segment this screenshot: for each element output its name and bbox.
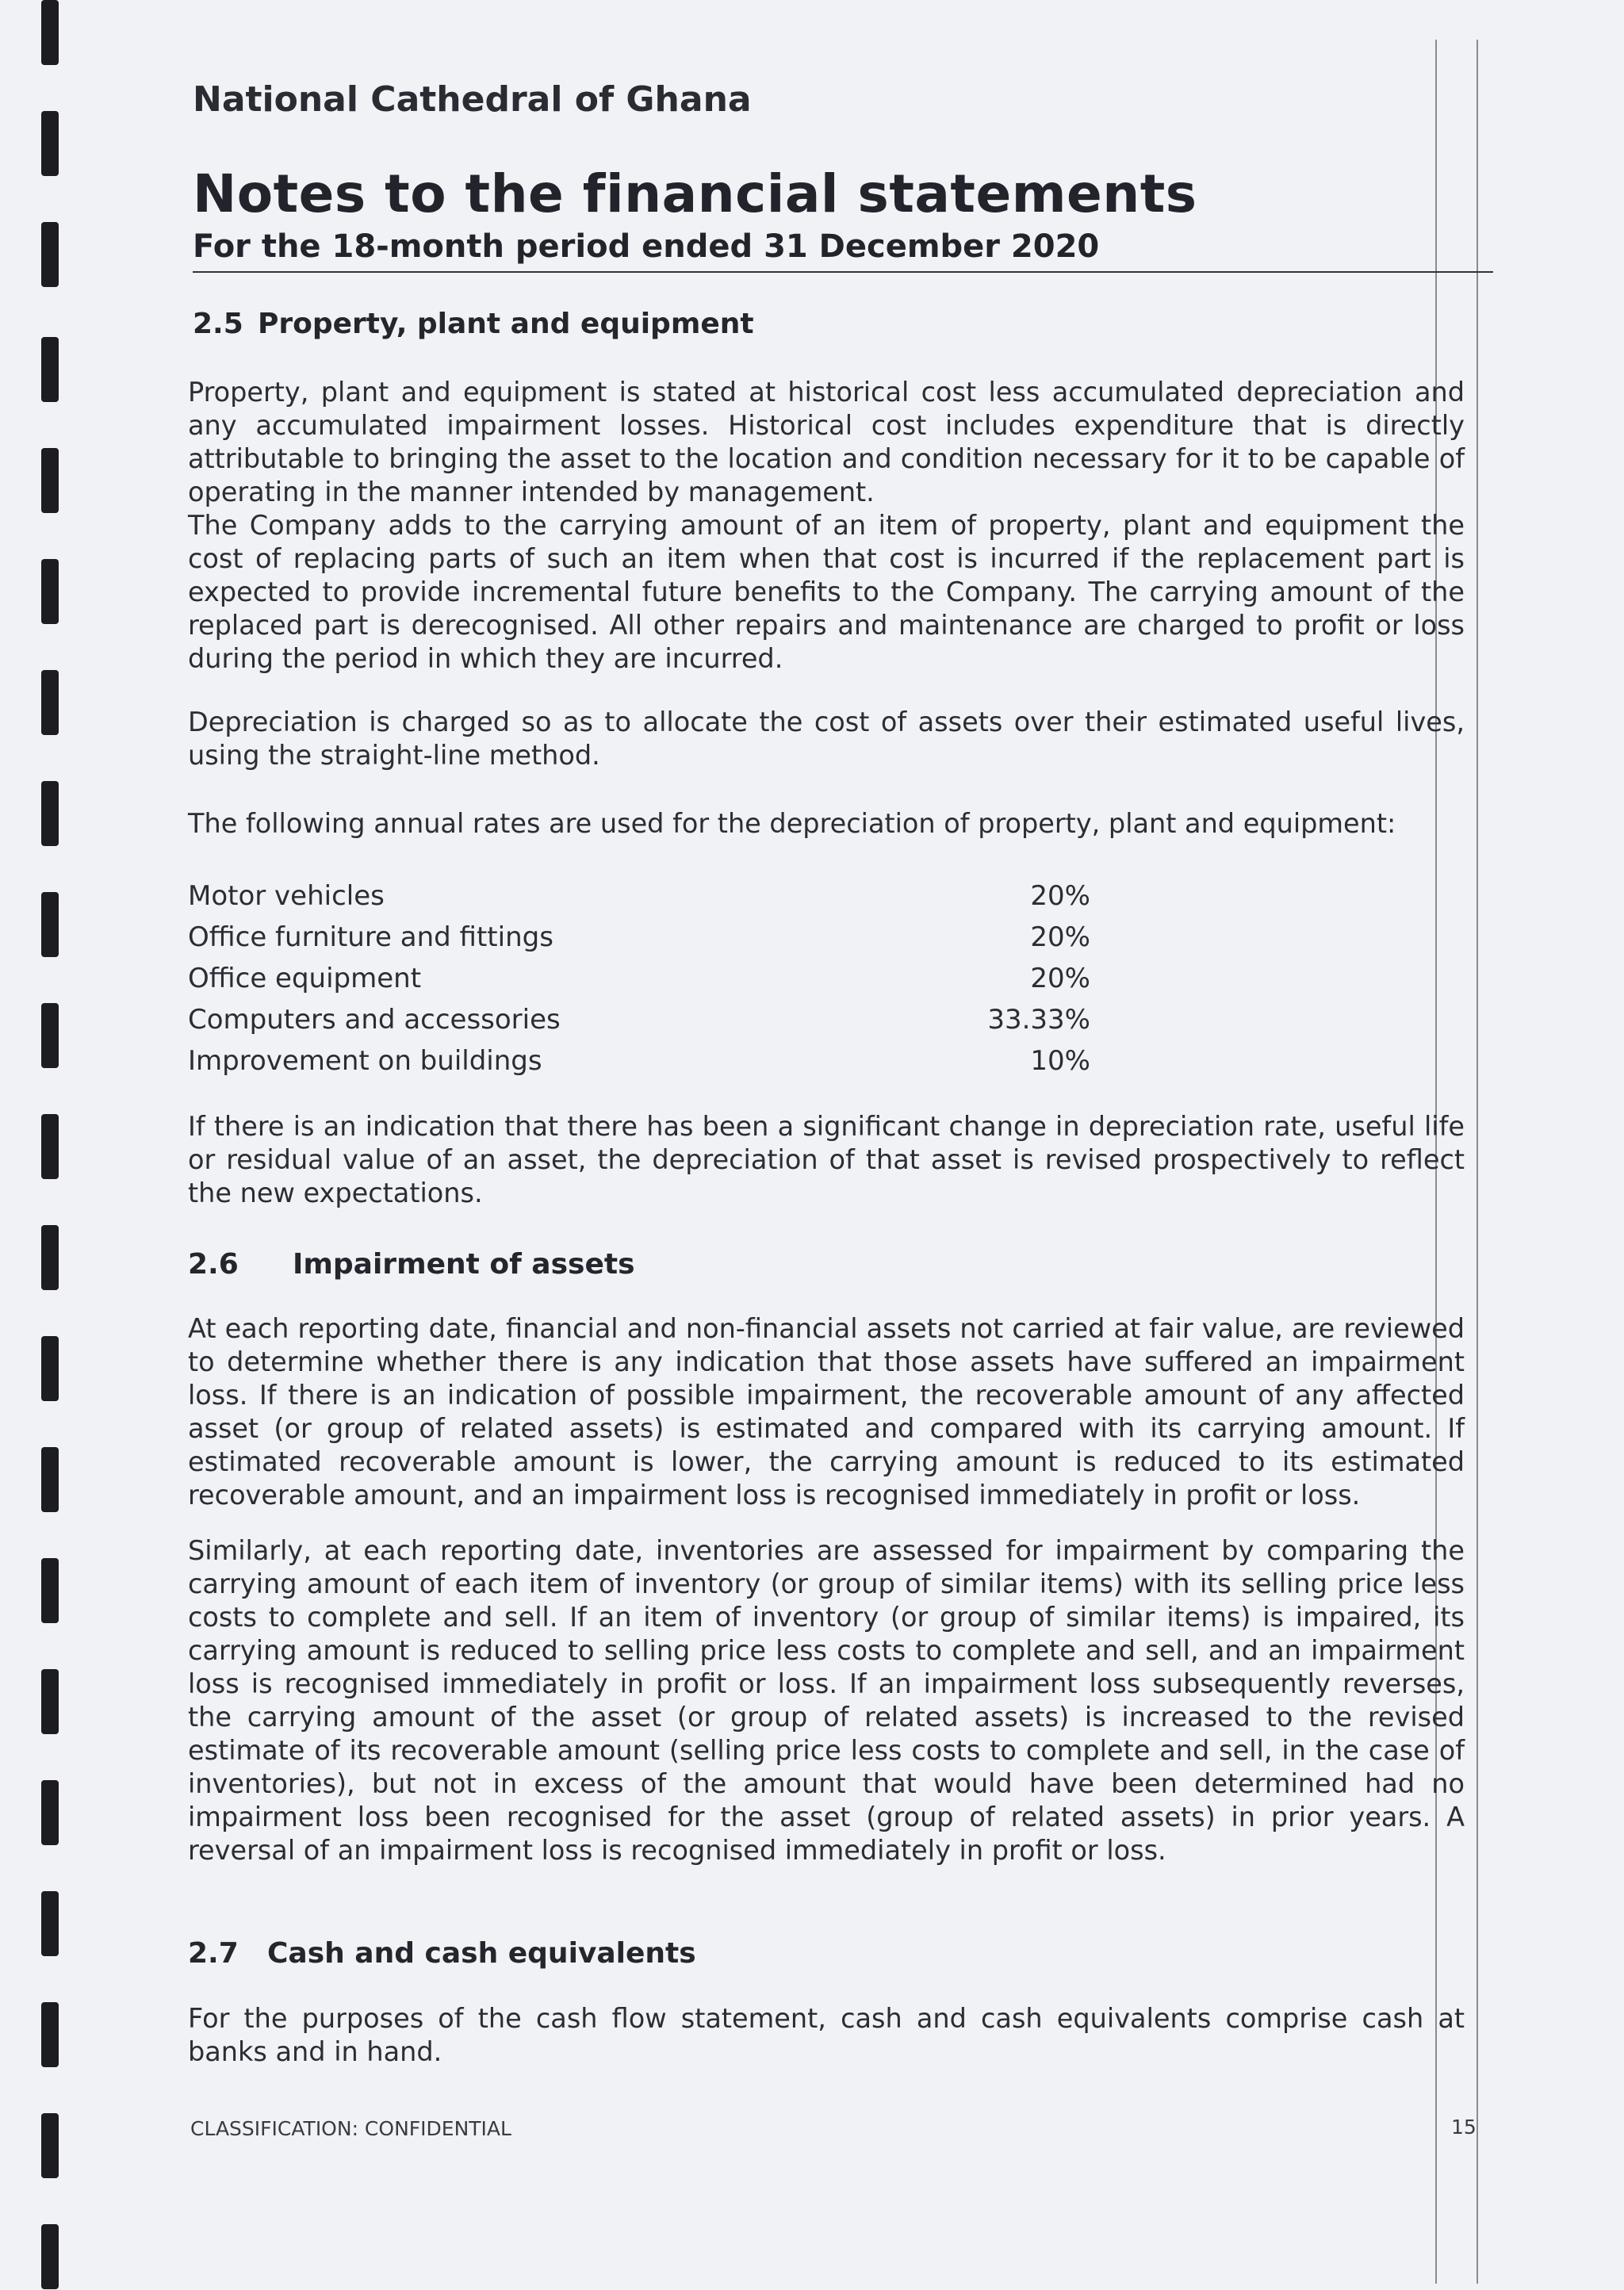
binding-hole	[41, 2113, 59, 2178]
binding-hole	[41, 1780, 59, 1845]
binding-hole	[41, 222, 59, 287]
depreciation-revision-text: If there is an indication that there has been a significant change in depreciation rate, useful life or residual value of an asset, the depreciation of that asset is revised prospectively to reflect the new expectations.	[188, 1111, 1465, 1208]
cash-equivalents-text: For the purposes of the cash flow statement, cash and cash equivalents comprise cash at banks and in hand.	[188, 2003, 1465, 2067]
rate-row	[188, 880, 1092, 921]
impairment-assets-text: At each reporting date, financial and non-financial assets not carried at fair value, are reviewed to determine whether there is any indication that those assets have suffered an impairment loss. If there is an indication of possible impairment, the recoverable amount of any affected asset (or group of related assets) is estimated and compared with its carrying amount. If estimated recoverable amount is lower, the carrying amount is reduced to its estimated recoverable amount, and an impairment loss is recognised immediately in profit or loss.	[188, 1313, 1465, 1511]
rate-value: 20%	[1030, 921, 1090, 953]
page-title: Notes to the financial statements	[193, 163, 1197, 224]
binding-hole	[41, 1669, 59, 1734]
page-number: 15	[1451, 2116, 1477, 2139]
rate-label: Improvement on buildings	[188, 1045, 542, 1077]
depreciation-rates-list	[188, 880, 1092, 1086]
section-heading-2-5	[193, 308, 754, 340]
impairment-inventories-text: Similarly, at each reporting date, inventories are assessed for impairment by comparing the carrying amount of each item of inventory (or group of similar items) with its selling price less costs to complete and sell. If an item of inventory (or group of similar items) is impaired, its carrying amount is reduced to selling price less costs to complete and sell, and an impairment loss is recognised immediately in profit or loss. If an impairment loss subsequently reverses, the carrying amount of the asset (or group of related assets) is increased to the revised estimate of its recoverable amount (selling price less costs to complete and sell, in the case of inventories), but not in excess of the amount that would have been determined had no impairment loss been recognised for the asset (group of related assets) in prior years. A reversal of an impairment loss is recognised immediately in profit or loss.	[188, 1535, 1465, 1866]
ppe-policy-text	[188, 376, 1465, 676]
binding-hole	[41, 2002, 59, 2067]
section-number: 2.6	[188, 1248, 239, 1281]
rate-row	[188, 1004, 1092, 1045]
rate-value: 10%	[1030, 1045, 1090, 1077]
classification-label: CLASSIFICATION: CONFIDENTIAL	[190, 2117, 511, 2140]
rate-row	[188, 1045, 1092, 1086]
section-heading-2-6	[188, 1248, 635, 1281]
binding-hole	[41, 1336, 59, 1401]
binding-hole	[41, 111, 59, 176]
binding-hole	[41, 1114, 59, 1179]
rate-row	[188, 963, 1092, 1004]
scan-margin-line	[1477, 40, 1478, 2284]
section-number: 2.7	[188, 1937, 239, 1970]
binding-hole	[41, 1447, 59, 1512]
depreciation-method-text: Depreciation is charged so as to allocate the cost of assets over their estimated useful lives, using the straight-line method.	[188, 707, 1465, 771]
binding-hole	[41, 559, 59, 624]
binding-hole	[41, 2224, 59, 2289]
organization-name: National Cathedral of Ghana	[193, 79, 752, 120]
binding-hole	[41, 892, 59, 957]
binding-hole	[41, 1891, 59, 1956]
binding-hole	[41, 781, 59, 846]
rate-label: Office furniture and fittings	[188, 921, 553, 953]
section-title: Cash and cash equivalents	[267, 1937, 696, 1970]
binding-hole	[41, 0, 59, 65]
depreciation-rates-intro: The following annual rates are used for the depreciation of property, plant and equipment:	[188, 808, 1396, 839]
binding-hole	[41, 1225, 59, 1290]
section-title: Impairment of assets	[293, 1248, 635, 1281]
binding-hole	[41, 448, 59, 513]
rate-row	[188, 921, 1092, 963]
rate-value: 33.33%	[987, 1004, 1090, 1036]
rate-label: Office equipment	[188, 963, 422, 994]
rate-label: Motor vehicles	[188, 880, 385, 912]
rate-value: 20%	[1030, 963, 1090, 994]
binding-holes	[41, 0, 62, 2290]
header-divider	[193, 271, 1493, 273]
rate-label: Computers and accessories	[188, 1004, 561, 1036]
binding-hole	[41, 1558, 59, 1623]
binding-hole	[41, 1003, 59, 1068]
binding-hole	[41, 337, 59, 402]
section-number: 2.5	[193, 308, 243, 340]
page-subtitle: For the 18-month period ended 31 December 2020	[193, 228, 1100, 265]
rate-value: 20%	[1030, 880, 1090, 912]
binding-hole	[41, 670, 59, 735]
paragraph: The Company adds to the carrying amount of an item of property, plant and equipment the cost of replacing parts of such an item when that cost is incurred if the replacement part is expected to provide incremental future benefits to the Company. The carrying amount of the replaced part is derecognised. All other repairs and maintenance are charged to profit or loss during the period in which they are incurred.	[188, 510, 1465, 674]
paragraph: Property, plant and equipment is stated at historical cost less accumulated depreciation and any accumulated impairment losses. Historical cost includes expenditure that is directly attributable to bringing the asset to the location and condition necessary for it to be capable of operating in the manner intended by management.	[188, 377, 1465, 507]
section-title: Property, plant and equipment	[258, 308, 754, 340]
section-heading-2-7	[188, 1937, 696, 1970]
